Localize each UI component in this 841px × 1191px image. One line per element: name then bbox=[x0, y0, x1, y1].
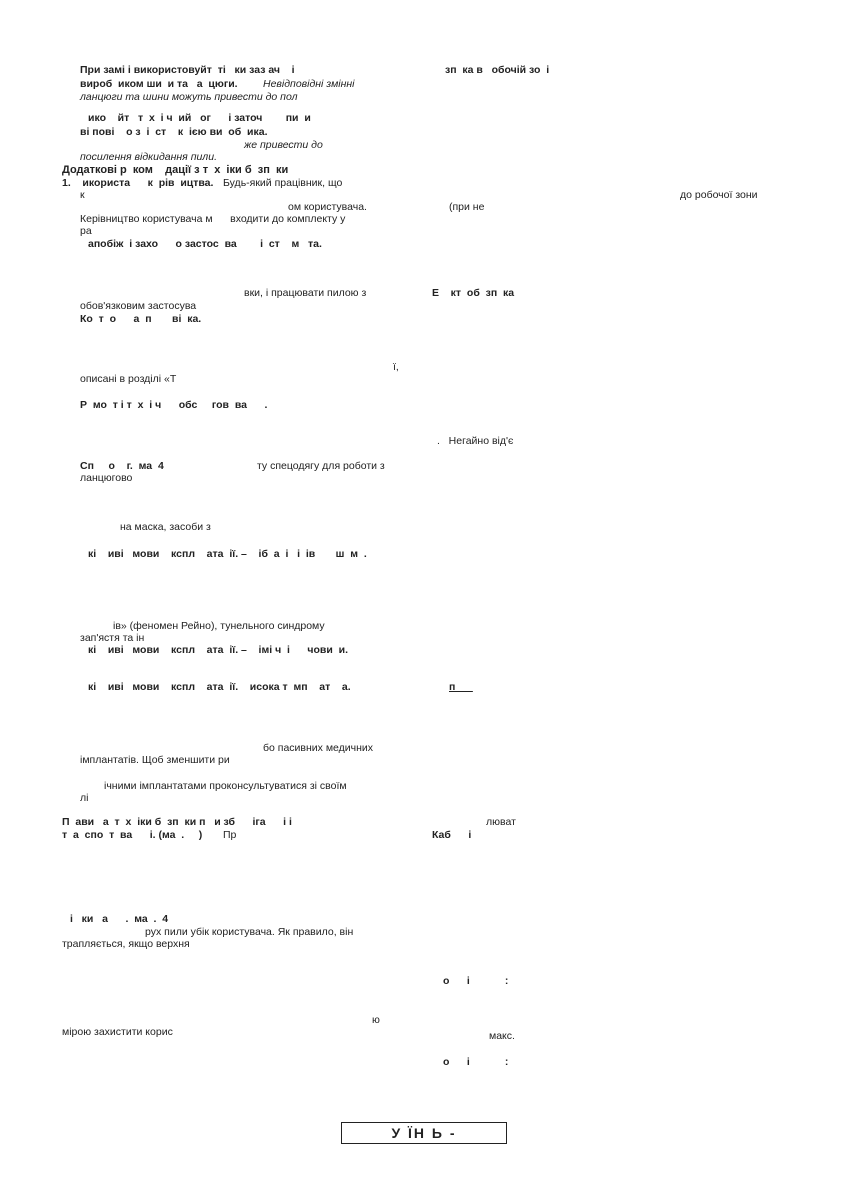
text-line: апобіж і захо о застос ва і ст м та. bbox=[88, 238, 322, 250]
text-line: кі иві мови кспл ата ії. – імі ч і чови и. bbox=[88, 644, 349, 656]
text-line: ико йт т х і ч ий ог і заточ пи и bbox=[88, 112, 311, 124]
text-line: ї, bbox=[393, 361, 399, 373]
text-line: імплантатів. Щоб зменшити ри bbox=[80, 754, 230, 766]
text-line: ві пові о з і ст к ією ви об ика. bbox=[80, 126, 268, 138]
text-line: 1. икориста к рів ицтва. bbox=[62, 177, 214, 189]
text-line: зп ка в обочій зо і bbox=[445, 64, 550, 76]
text-line: П ави а т х іки б зп ки п и зб іга і і bbox=[62, 816, 292, 828]
text-line: описані в розділі «Т bbox=[80, 373, 177, 385]
text-line: Невідповідні змінні bbox=[263, 78, 355, 90]
text-line: трапляється, якщо верхня bbox=[62, 938, 190, 950]
text-line: ів» (феномен Рейно), тунельного синдрому bbox=[113, 620, 325, 632]
text-line: мірою захистити корис bbox=[62, 1026, 173, 1038]
text-line: т а спо т ва і. (ма . ) bbox=[62, 829, 203, 841]
text-line: Сп о г. ма 4 bbox=[80, 460, 164, 472]
text-line: к bbox=[80, 189, 85, 201]
text-line: о і : bbox=[443, 1056, 509, 1068]
text-line: і ки а . ма . 4 bbox=[70, 913, 169, 925]
text-line: о і : bbox=[443, 975, 509, 987]
text-line: При замі і використовуйт ті ки заз ач і bbox=[80, 64, 295, 76]
text-line: ра bbox=[80, 225, 92, 237]
text-line: ом користувача. bbox=[288, 201, 367, 213]
text-line: Ко т о а п ві ка. bbox=[80, 313, 202, 325]
text-line: обов'язковим застосува bbox=[80, 300, 197, 312]
text-line: Будь-який працівник, що bbox=[223, 177, 343, 189]
text-line: п bbox=[449, 681, 473, 693]
text-line: Пр bbox=[223, 829, 237, 841]
text-line: . Негайно від'є bbox=[437, 435, 514, 447]
text-line: ту спецодягу для роботи з bbox=[257, 460, 385, 472]
text-line: кі иві мови кспл ата ії. – іб а і і ів ш м . bbox=[88, 548, 367, 560]
text-line: зап'ястя та ін bbox=[80, 632, 145, 644]
section-heading: Додаткові р ком дації з т х іки б зп ки bbox=[62, 164, 289, 176]
text-line: кі иві мови кспл ата ії. исока т мп ат а. bbox=[88, 681, 351, 693]
text-line: посилення відкидання пили. bbox=[80, 151, 217, 163]
text-line: Каб і bbox=[432, 829, 472, 841]
text-line: вки, і працювати пилою з bbox=[244, 287, 367, 299]
text-line: на маска, засоби з bbox=[120, 521, 211, 533]
text-line: ічними імплантатами проконсультуватися зі своїм bbox=[104, 780, 347, 792]
text-line: (при не bbox=[449, 201, 485, 213]
text-line: вироб иком ши и та а цюги. bbox=[80, 78, 238, 90]
text-line: ланцюгово bbox=[80, 472, 133, 484]
text-line: макс. bbox=[489, 1030, 515, 1042]
text-line: Е кт об зп ка bbox=[432, 287, 515, 299]
text-line: бо пасивних медичних bbox=[263, 742, 374, 754]
text-line: ланцюги та шини можуть привести до пол bbox=[80, 91, 298, 103]
text-line: Керівництво користувача м входити до комплекту у bbox=[80, 213, 346, 225]
text-line: люват bbox=[486, 816, 516, 828]
text-line: до робочої зони bbox=[680, 189, 758, 201]
text-line: ю bbox=[372, 1014, 380, 1026]
text-line: лі bbox=[80, 792, 89, 804]
text-line: же привести до bbox=[244, 139, 323, 151]
footer-label: У ЇН Ь - bbox=[391, 1125, 457, 1141]
footer-box bbox=[341, 1122, 507, 1144]
text-line: Р мо т і т х і ч обс гов ва . bbox=[80, 399, 268, 411]
text-line: рух пили убік користувача. Як правило, він bbox=[145, 926, 354, 938]
